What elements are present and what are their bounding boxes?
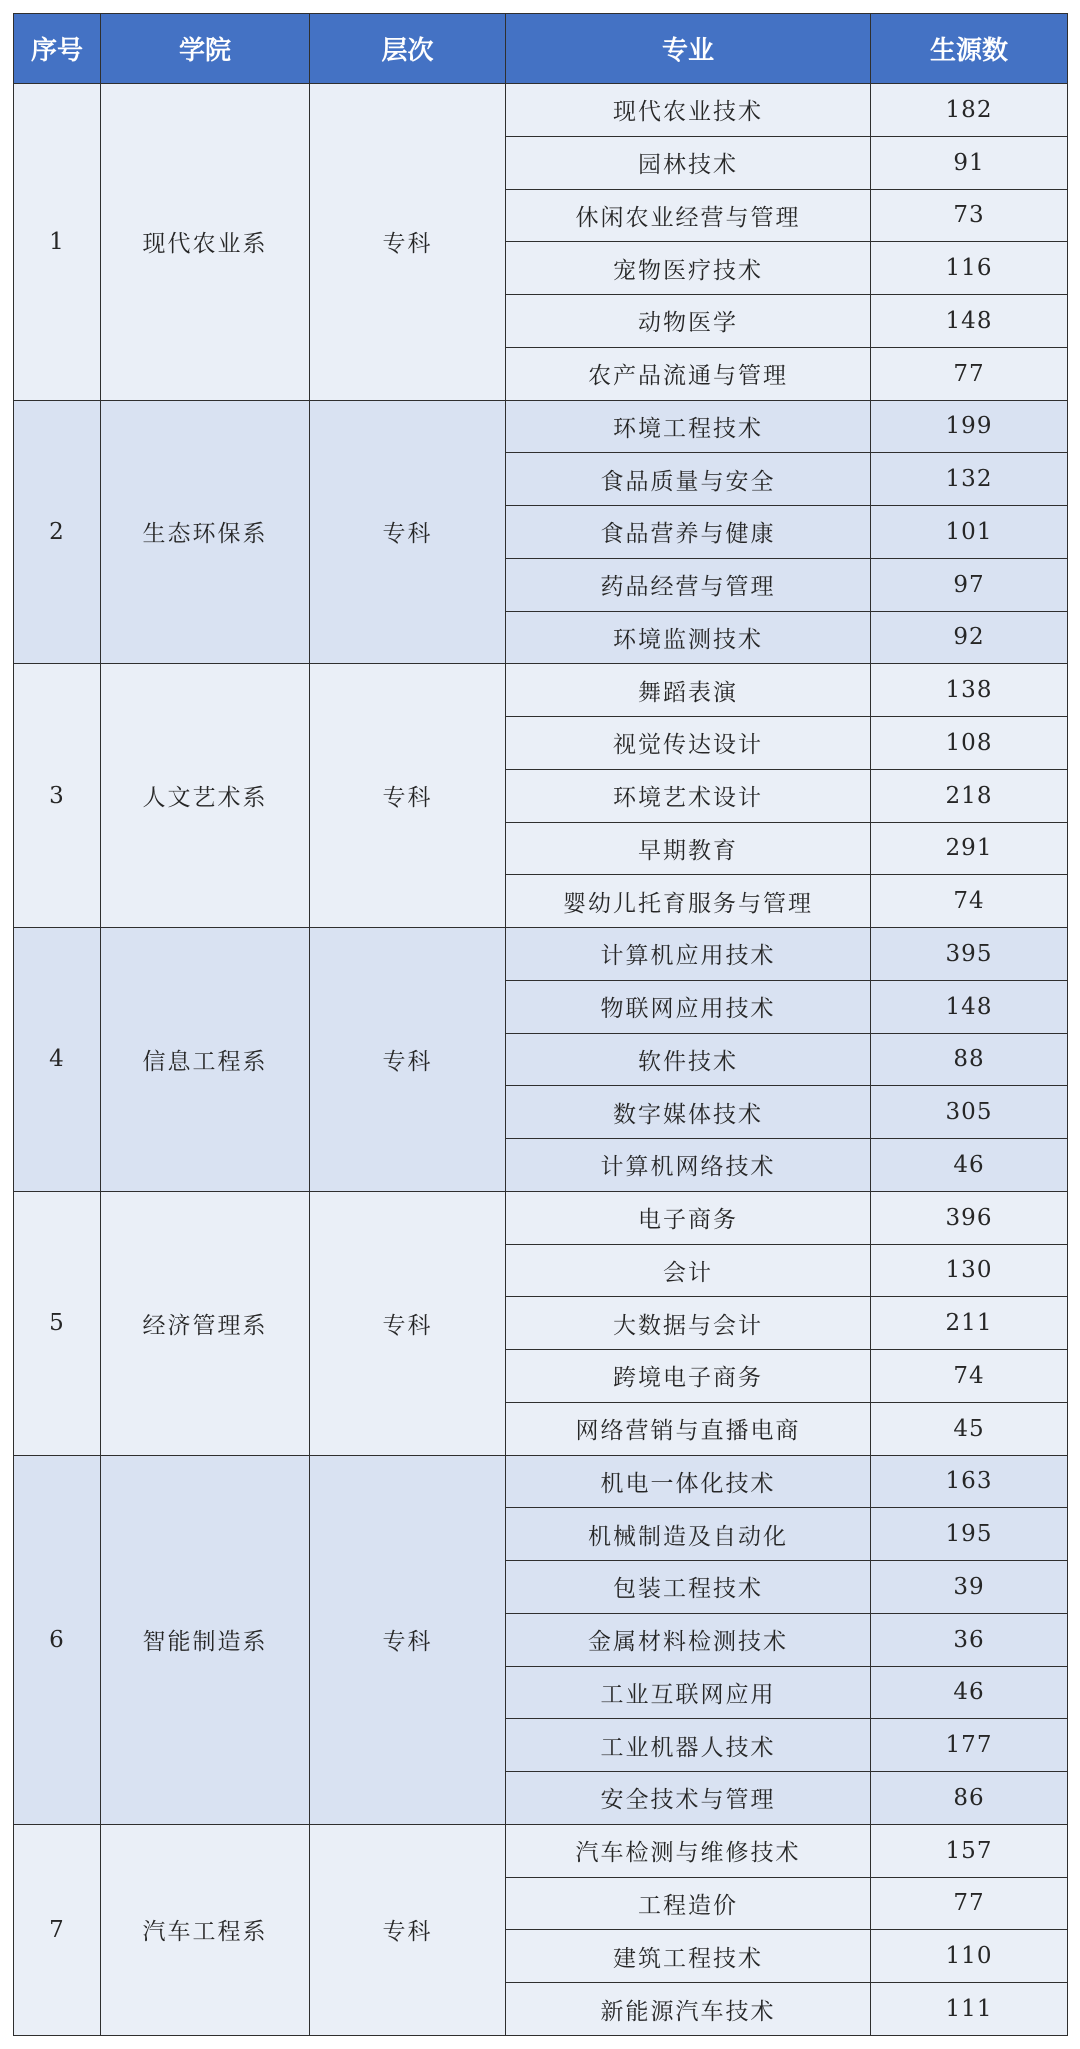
count-cell: 396 [871,1191,1068,1244]
count-cell: 39 [871,1561,1068,1614]
major-cell: 农产品流通与管理 [506,347,871,400]
major-cell: 环境监测技术 [506,611,871,664]
major-cell: 休闲农业经营与管理 [506,189,871,242]
count-cell: 46 [871,1139,1068,1192]
major-cell: 包装工程技术 [506,1561,871,1614]
count-cell: 88 [871,1033,1068,1086]
count-cell: 218 [871,769,1068,822]
count-cell: 91 [871,136,1068,189]
header-major: 专业 [506,14,871,84]
table-row [14,928,1068,981]
major-cell: 婴幼儿托育服务与管理 [506,875,871,928]
header-level: 层次 [310,14,506,84]
count-cell: 73 [871,189,1068,242]
count-cell: 97 [871,558,1068,611]
count-cell: 211 [871,1297,1068,1350]
major-cell: 视觉传达设计 [506,717,871,770]
major-cell: 数字媒体技术 [506,1086,871,1139]
major-cell: 早期教育 [506,822,871,875]
major-cell: 汽车检测与维修技术 [506,1824,871,1877]
major-cell: 跨境电子商务 [506,1350,871,1403]
count-cell: 111 [871,1983,1068,2036]
count-cell: 177 [871,1719,1068,1772]
header-count: 生源数 [871,14,1068,84]
major-cell: 计算机网络技术 [506,1139,871,1192]
count-cell: 148 [871,295,1068,348]
level-cell: 专科 [310,84,506,401]
major-cell: 网络营销与直播电商 [506,1402,871,1455]
level-cell: 专科 [310,664,506,928]
major-cell: 舞蹈表演 [506,664,871,717]
college-cell: 信息工程系 [101,928,310,1192]
count-cell: 86 [871,1772,1068,1825]
table-row [14,664,1068,717]
count-cell: 101 [871,506,1068,559]
table-row [14,1824,1068,1877]
index-cell: 5 [14,1191,101,1455]
count-cell: 305 [871,1086,1068,1139]
count-cell: 92 [871,611,1068,664]
major-cell: 电子商务 [506,1191,871,1244]
count-cell: 77 [871,1877,1068,1930]
count-cell: 395 [871,928,1068,981]
count-cell: 291 [871,822,1068,875]
major-cell: 大数据与会计 [506,1297,871,1350]
table-row [14,400,1068,453]
level-cell: 专科 [310,928,506,1192]
college-cell: 现代农业系 [101,84,310,401]
table-row [14,1191,1068,1244]
enrollment-table [13,13,1068,2036]
major-cell: 软件技术 [506,1033,871,1086]
major-cell: 金属材料检测技术 [506,1613,871,1666]
level-cell: 专科 [310,1455,506,1824]
college-cell: 生态环保系 [101,400,310,664]
count-cell: 148 [871,980,1068,1033]
level-cell: 专科 [310,1824,506,2035]
major-cell: 建筑工程技术 [506,1930,871,1983]
count-cell: 45 [871,1402,1068,1455]
major-cell: 工业互联网应用 [506,1666,871,1719]
header-college: 学院 [101,14,310,84]
count-cell: 157 [871,1824,1068,1877]
college-cell: 经济管理系 [101,1191,310,1455]
count-cell: 36 [871,1613,1068,1666]
major-cell: 机电一体化技术 [506,1455,871,1508]
count-cell: 130 [871,1244,1068,1297]
major-cell: 现代农业技术 [506,84,871,137]
level-cell: 专科 [310,1191,506,1455]
count-cell: 46 [871,1666,1068,1719]
count-cell: 199 [871,400,1068,453]
college-cell: 人文艺术系 [101,664,310,928]
table-row [14,84,1068,137]
count-cell: 132 [871,453,1068,506]
count-cell: 163 [871,1455,1068,1508]
major-cell: 宠物医疗技术 [506,242,871,295]
major-cell: 环境艺术设计 [506,769,871,822]
table-body [14,84,1068,2036]
count-cell: 77 [871,347,1068,400]
college-cell: 汽车工程系 [101,1824,310,2035]
count-cell: 116 [871,242,1068,295]
major-cell: 环境工程技术 [506,400,871,453]
count-cell: 182 [871,84,1068,137]
header-index: 序号 [14,14,101,84]
index-cell: 7 [14,1824,101,2035]
major-cell: 工程造价 [506,1877,871,1930]
count-cell: 110 [871,1930,1068,1983]
major-cell: 园林技术 [506,136,871,189]
count-cell: 138 [871,664,1068,717]
major-cell: 食品营养与健康 [506,506,871,559]
index-cell: 2 [14,400,101,664]
count-cell: 108 [871,717,1068,770]
major-cell: 会计 [506,1244,871,1297]
major-cell: 安全技术与管理 [506,1772,871,1825]
table-row [14,1455,1068,1508]
header-row [14,14,1068,84]
major-cell: 食品质量与安全 [506,453,871,506]
index-cell: 1 [14,84,101,401]
major-cell: 新能源汽车技术 [506,1983,871,2036]
level-cell: 专科 [310,400,506,664]
major-cell: 药品经营与管理 [506,558,871,611]
index-cell: 3 [14,664,101,928]
major-cell: 物联网应用技术 [506,980,871,1033]
count-cell: 195 [871,1508,1068,1561]
major-cell: 计算机应用技术 [506,928,871,981]
major-cell: 动物医学 [506,295,871,348]
college-cell: 智能制造系 [101,1455,310,1824]
index-cell: 4 [14,928,101,1192]
count-cell: 74 [871,1350,1068,1403]
count-cell: 74 [871,875,1068,928]
index-cell: 6 [14,1455,101,1824]
major-cell: 机械制造及自动化 [506,1508,871,1561]
major-cell: 工业机器人技术 [506,1719,871,1772]
